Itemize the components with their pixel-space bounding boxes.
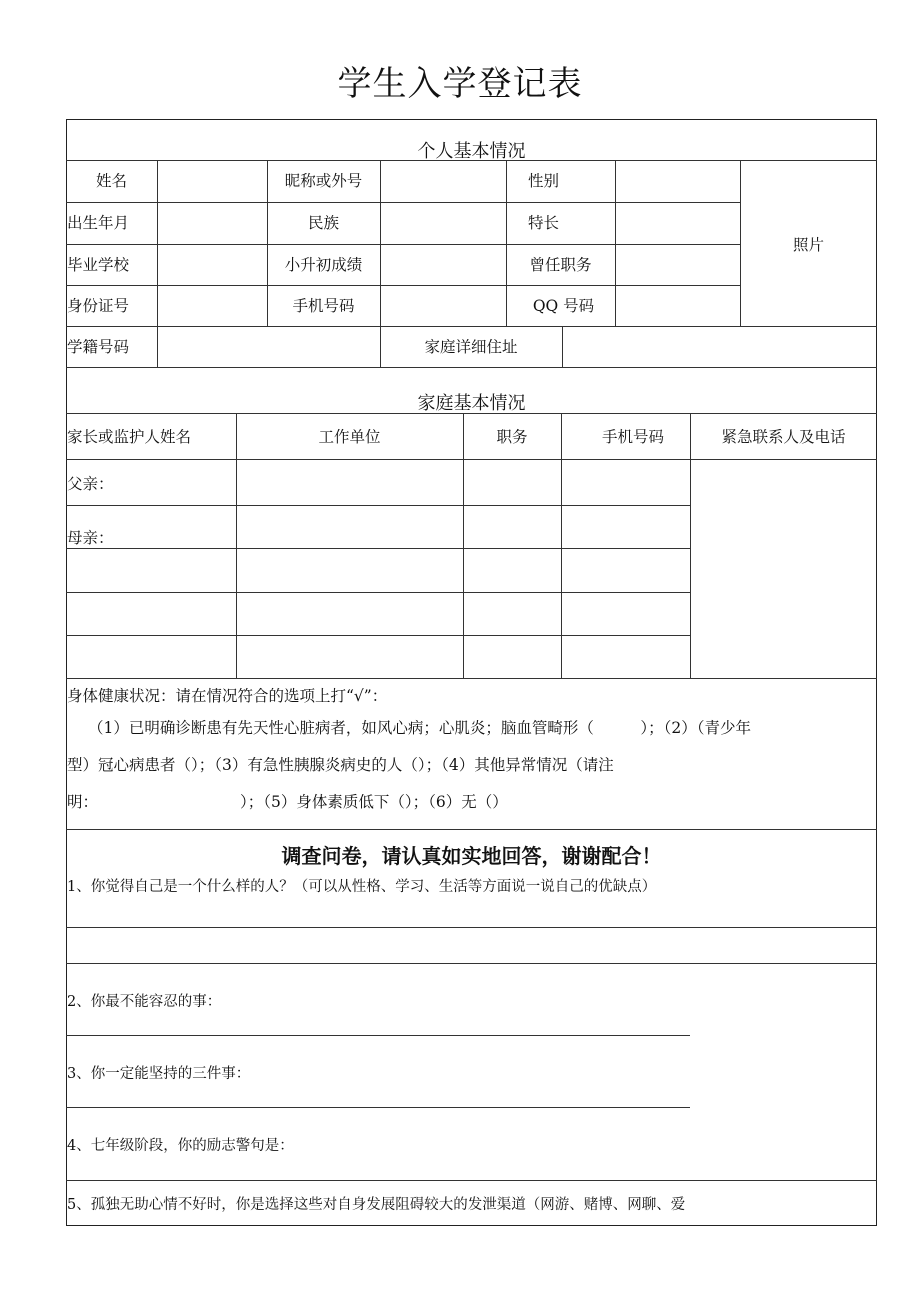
divider: [380, 160, 381, 367]
survey-question-2: 2、你最不能容忍的事：: [67, 994, 222, 1010]
divider: [66, 367, 877, 368]
divider: [66, 829, 877, 830]
divider: [66, 285, 740, 286]
divider: [66, 635, 690, 636]
family-section-heading: 家庭基本情况: [417, 393, 526, 414]
survey-question-4: 4、七年级阶段，你的励志警句是：: [67, 1138, 294, 1154]
answer-line: [66, 1035, 690, 1036]
divider: [66, 678, 877, 679]
label-specialty: 特长: [527, 214, 559, 232]
divider: [66, 1180, 877, 1181]
divider: [66, 413, 877, 414]
divider: [66, 927, 877, 928]
divider: [66, 548, 690, 549]
photo-box-label: 照片: [792, 236, 824, 254]
divider: [66, 963, 877, 964]
divider: [66, 459, 877, 460]
health-option-line: 型）冠心病患者（）；（3）有急性胰腺炎病史的人（）；（4）其他异常情况（请注: [67, 756, 614, 774]
label-phone: 手机号码: [292, 297, 355, 315]
label-student-no: 学籍号码: [67, 338, 130, 356]
divider: [562, 326, 563, 367]
label-birth: 出生年月: [67, 214, 130, 232]
survey-question-3: 3、你一定能坚持的三件事：: [67, 1066, 251, 1082]
divider: [66, 592, 690, 593]
health-instruction: 身体健康状况：请在情况符合的选项上打“√”：: [67, 687, 388, 705]
divider: [66, 160, 877, 161]
divider: [463, 413, 464, 678]
divider: [66, 244, 740, 245]
health-option-line: 明：: [67, 793, 99, 811]
label-ethnicity: 民族: [307, 214, 339, 232]
divider: [236, 413, 237, 678]
header-guardian-name: 家长或监护人姓名: [67, 428, 192, 446]
label-gender: 性别: [527, 172, 559, 190]
survey-question-1: 1、你觉得自己是一个什么样的人？（可以从性格、学习、生活等方面说一说自己的优缺点）: [67, 879, 657, 895]
label-address: 家庭详细住址: [424, 338, 518, 356]
health-option-line: （1）已明确诊断患有先天性心脏病者，如风心病；心肌炎；脑血管畸形（ ）；（2）（青少年: [88, 719, 751, 737]
health-option-line: ）；（5）身体素质低下（）；（6）无（）: [240, 793, 508, 811]
page-title: 学生入学登记表: [337, 64, 583, 104]
header-workplace: 工作单位: [318, 428, 381, 446]
header-phone: 手机号码: [601, 428, 664, 446]
label-score: 小升初成绩: [284, 256, 363, 274]
divider: [66, 202, 740, 203]
label-father: 父亲：: [67, 475, 114, 493]
divider: [690, 413, 691, 678]
divider: [561, 413, 562, 678]
header-position: 职务: [496, 428, 528, 446]
survey-heading: 调查问卷，请认真如实地回答，谢谢配合！: [281, 844, 662, 868]
label-id: 身份证号: [67, 297, 130, 315]
label-post: 曾任职务: [529, 256, 592, 274]
survey-question-5: 5、孤独无助心情不好时，你是选择这些对自身发展阻碍较大的发泄渠道（网游、赌博、网聊、爱: [67, 1197, 686, 1213]
divider: [66, 326, 877, 327]
label-nickname: 昵称或外号: [284, 172, 363, 190]
label-qq: QQ 号码: [532, 297, 595, 315]
divider: [66, 505, 690, 506]
label-name: 姓名: [95, 172, 127, 190]
label-school: 毕业学校: [67, 256, 130, 274]
answer-line: [66, 1107, 690, 1108]
label-mother: 母亲：: [67, 529, 114, 547]
divider: [157, 160, 158, 367]
personal-section-heading: 个人基本情况: [417, 141, 526, 162]
header-emergency-contact: 紧急联系人及电话: [721, 428, 846, 446]
